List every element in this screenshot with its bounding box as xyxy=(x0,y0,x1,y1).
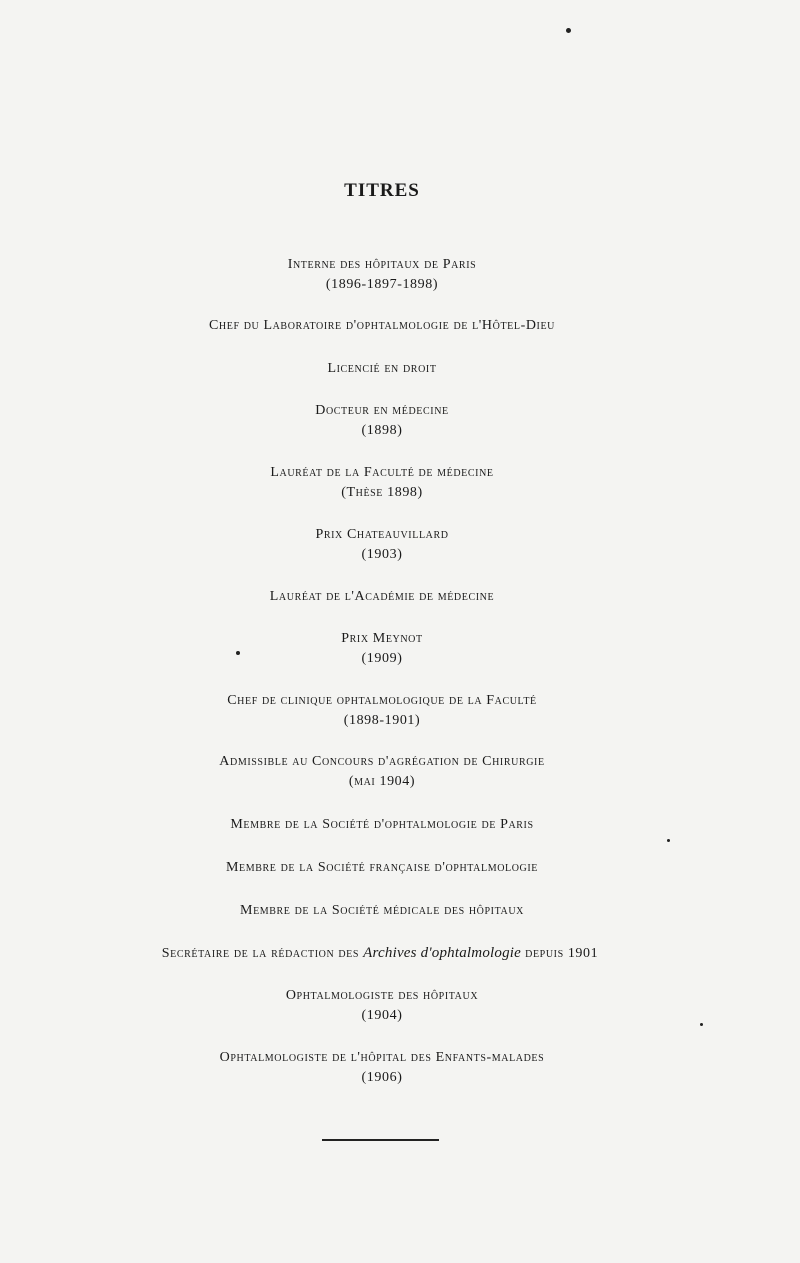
entry-interne xyxy=(0,255,764,295)
entry-text: Membre de la Société française d'ophtalmologie xyxy=(225,860,539,875)
entry-date: (1906) xyxy=(361,1070,403,1085)
entry-admissible xyxy=(0,752,764,792)
entry-ophtalmologiste-enfants xyxy=(0,1048,764,1088)
entry-membre-paris xyxy=(0,815,764,835)
entry-membre-medicale xyxy=(0,901,764,921)
entry-chef-clinique xyxy=(0,691,764,731)
entry-date: (1898-1901) xyxy=(343,713,421,728)
entry-date: (1896-1897-1898) xyxy=(325,277,439,292)
entry-date: (1909) xyxy=(361,651,403,666)
entry-text: Membre de la Société d'ophtalmologie de Paris xyxy=(230,817,534,832)
closing-rule xyxy=(322,1139,439,1141)
entry-text: Prix Chateauvillard xyxy=(315,527,449,542)
scan-speck xyxy=(566,28,571,33)
entry-prix-meynot xyxy=(0,629,764,669)
entry-text-after: depuis 1901 xyxy=(525,946,599,961)
scan-speck xyxy=(667,839,670,842)
entry-date: (Thèse 1898) xyxy=(341,485,423,500)
page-title: TITRES xyxy=(344,180,420,201)
entry-text: Chef de clinique ophtalmologique de la Faculté xyxy=(227,693,537,708)
entry-text xyxy=(0,943,760,964)
entry-text: Docteur en médecine xyxy=(315,403,449,418)
entry-laureat-faculte xyxy=(0,463,764,503)
entry-text: Ophtalmologiste des hôpitaux xyxy=(285,988,479,1003)
entry-text: Interne des hôpitaux de Paris xyxy=(287,257,477,272)
entry-ophtalmologiste-hopitaux xyxy=(0,986,764,1026)
entry-chef-laboratoire xyxy=(0,316,764,336)
entry-text: Admissible au Concours d'agrégation de Chirurgie xyxy=(219,754,545,769)
entry-secretaire xyxy=(0,943,760,964)
entry-date: (1898) xyxy=(361,423,403,438)
entry-text: Lauréat de l'Académie de médecine xyxy=(269,589,495,604)
entry-text: Ophtalmologiste de l'hôpital des Enfants-malades xyxy=(219,1050,545,1065)
entry-date: (1903) xyxy=(361,547,403,562)
entry-text: Chef du Laboratoire d'ophtalmologie de l'Hôtel-Dieu xyxy=(208,318,556,333)
entry-text: Prix Meynot xyxy=(341,631,423,646)
entry-laureat-academie xyxy=(0,587,764,607)
entry-text: Licencié en droit xyxy=(327,361,437,376)
entry-date: (mai 1904) xyxy=(348,774,416,789)
entry-text: Lauréat de la Faculté de médecine xyxy=(270,465,494,480)
entry-licencie xyxy=(0,359,764,379)
journal-title: Archives d'ophtalmologie xyxy=(363,945,522,961)
entry-text-before: Secrétaire de la rédaction des xyxy=(161,946,360,961)
entry-date: (1904) xyxy=(361,1008,403,1023)
entry-membre-francaise xyxy=(0,858,764,878)
entry-prix-chateauvillard xyxy=(0,525,764,565)
entry-text: Membre de la Société médicale des hôpitaux xyxy=(240,903,524,918)
entry-docteur xyxy=(0,401,764,441)
